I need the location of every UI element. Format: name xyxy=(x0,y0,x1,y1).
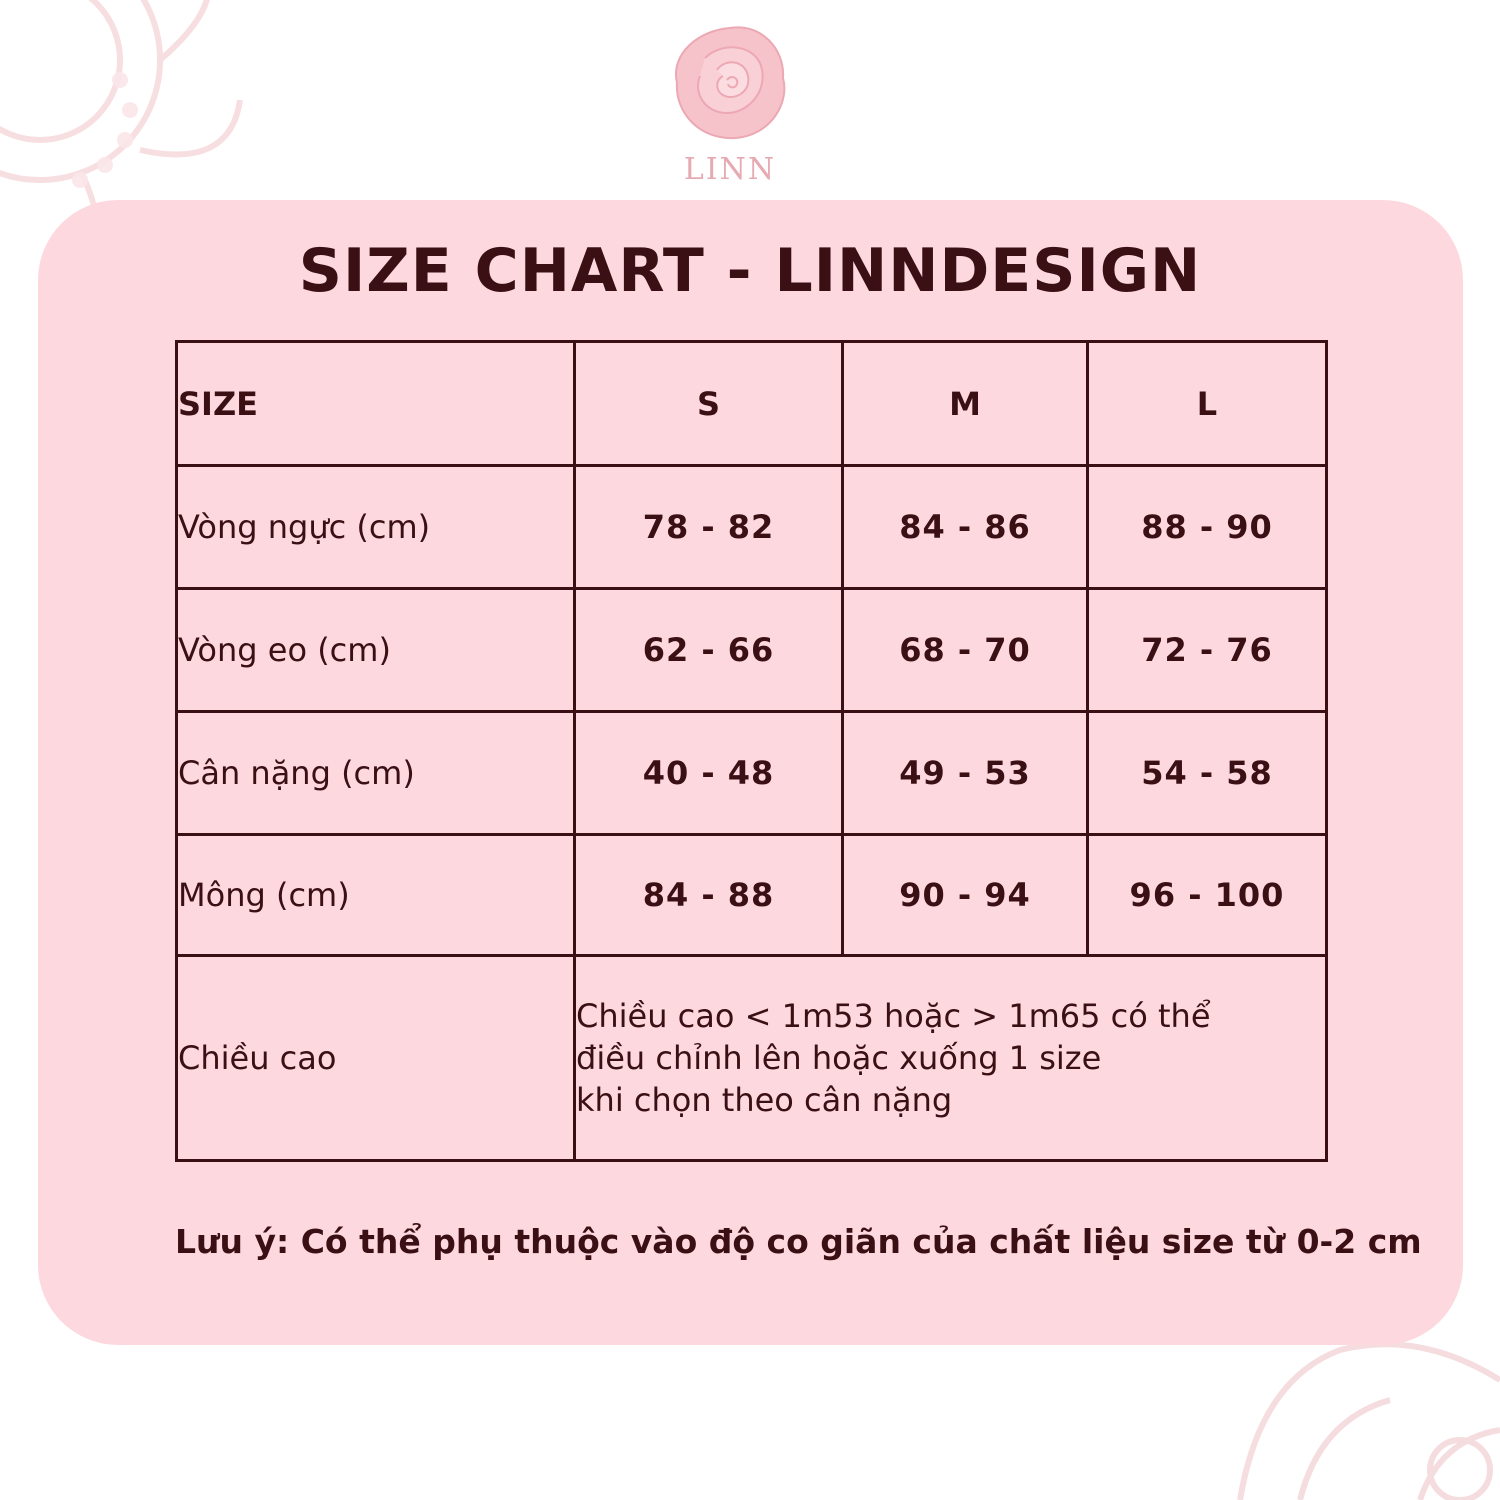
cell-bust-l: 88 - 90 xyxy=(1088,466,1327,589)
cell-bust-m: 84 - 86 xyxy=(843,466,1088,589)
height-note-line-2: điều chỉnh lên hoặc xuống 1 size xyxy=(576,1039,1102,1077)
size-s-header: S xyxy=(575,342,843,466)
cell-waist-m: 68 - 70 xyxy=(843,589,1088,712)
table-row-hip xyxy=(177,835,1327,956)
size-header-label: SIZE xyxy=(177,342,575,466)
size-table xyxy=(175,340,1328,1162)
height-note-line-1: Chiều cao < 1m53 hoặc > 1m65 có thể xyxy=(576,997,1211,1035)
row-label-weight: Cân nặng (cm) xyxy=(177,712,575,835)
cell-hip-s: 84 - 88 xyxy=(575,835,843,956)
footnote: Lưu ý: Có thể phụ thuộc vào độ co giãn của chất liệu size từ 0-2 cm xyxy=(175,1222,1422,1261)
table-row-bust xyxy=(177,466,1327,589)
table-row-waist xyxy=(177,589,1327,712)
cell-bust-s: 78 - 82 xyxy=(575,466,843,589)
cell-hip-l: 96 - 100 xyxy=(1088,835,1327,956)
size-m-header: M xyxy=(843,342,1088,466)
brand-logo xyxy=(650,18,810,187)
table-row-height xyxy=(177,956,1327,1161)
cell-weight-s: 40 - 48 xyxy=(575,712,843,835)
row-label-hip: Mông (cm) xyxy=(177,835,575,956)
row-label-height: Chiều cao xyxy=(177,956,575,1161)
table-header-row xyxy=(177,342,1327,466)
height-note-line-3: khi chọn theo cân nặng xyxy=(576,1081,953,1119)
cell-hip-m: 90 - 94 xyxy=(843,835,1088,956)
height-note xyxy=(575,956,1327,1161)
rose-icon xyxy=(665,18,795,148)
page-title: SIZE CHART - LINNDESIGN xyxy=(298,236,1202,306)
cell-waist-s: 62 - 66 xyxy=(575,589,843,712)
cell-waist-l: 72 - 76 xyxy=(1088,589,1327,712)
table-row-weight xyxy=(177,712,1327,835)
row-label-bust: Vòng ngực (cm) xyxy=(177,466,575,589)
cell-weight-l: 54 - 58 xyxy=(1088,712,1327,835)
row-label-waist: Vòng eo (cm) xyxy=(177,589,575,712)
brand-logo-text: LINN xyxy=(683,152,777,187)
cell-weight-m: 49 - 53 xyxy=(843,712,1088,835)
size-l-header: L xyxy=(1088,342,1327,466)
